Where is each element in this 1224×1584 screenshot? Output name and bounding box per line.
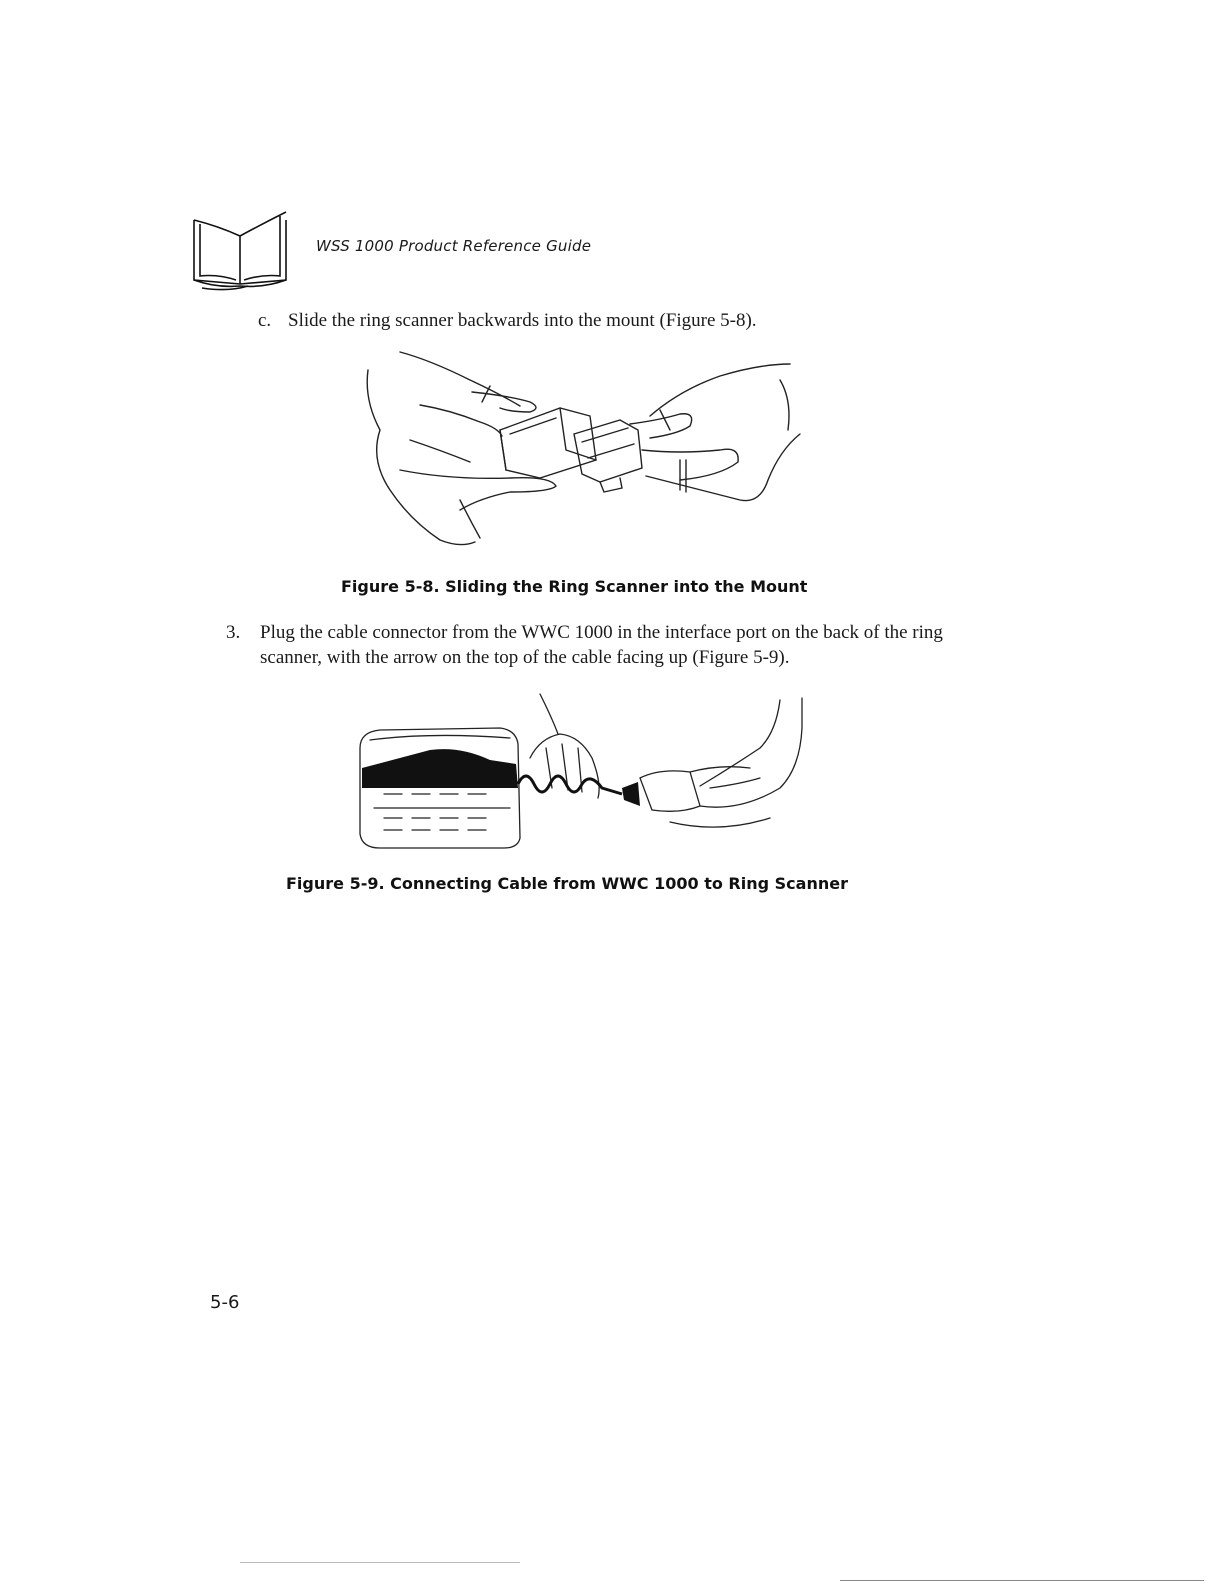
step-c-text: Slide the ring scanner backwards into the mount (Figure 5-8). — [288, 310, 757, 331]
step-3-text: Plug the cable connector from the WWC 1000 in the interface port on the back of the ring scanner, with the arrow on the top of the cable facing up (Figure 5-9). — [260, 622, 943, 668]
figure-5-9-caption: Figure 5-9. Connecting Cable from WWC 1000 to Ring Scanner — [286, 874, 848, 893]
figure-5-9-illustration — [340, 688, 820, 858]
step-c-marker: c. — [258, 310, 272, 331]
document-title: WSS 1000 Product Reference Guide — [316, 237, 592, 255]
scan-artifact-line — [840, 1580, 1204, 1581]
open-book-icon — [188, 206, 292, 294]
figure-5-8-illustration — [360, 350, 810, 555]
step-c — [258, 308, 757, 333]
page-number: 5-6 — [210, 1292, 240, 1313]
figure-5-8-caption: Figure 5-8. Sliding the Ring Scanner into the Mount — [341, 577, 808, 596]
scan-artifact-line — [240, 1562, 520, 1563]
step-3-marker: 3. — [226, 622, 241, 643]
